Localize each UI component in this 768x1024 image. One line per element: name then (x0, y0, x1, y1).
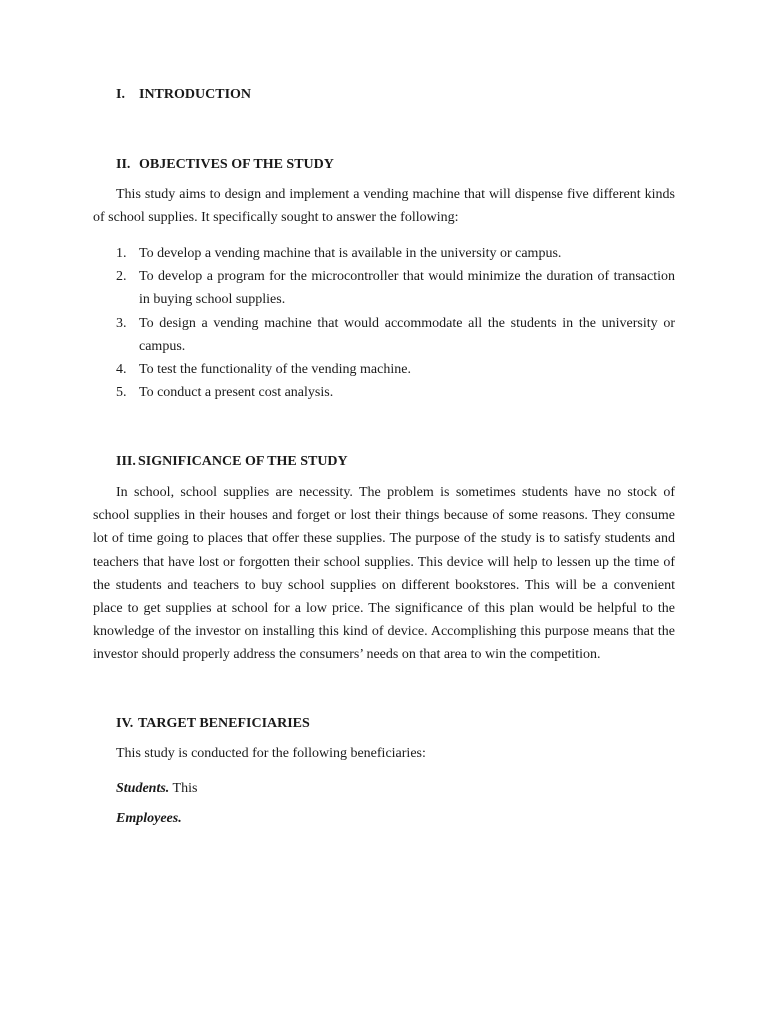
beneficiary-employees (116, 811, 182, 827)
list-item (116, 242, 675, 265)
list-marker: 4. (116, 362, 127, 378)
list-item (116, 358, 675, 381)
list-marker: 2. (116, 269, 127, 285)
list-item-text: To develop a program for the microcontroller that would minimize the duration of transaction in buying school supplies. (139, 269, 675, 308)
section-heading-significance (116, 454, 348, 470)
section-heading-beneficiaries (116, 716, 310, 732)
significance-paragraph: In school, school supplies are necessity. The problem is sometimes students have no stock of school supplies in their houses and forget or lost their things because of some reasons. They consume lot of time going to places that offer these supplies. The purpose of the study is to satisfy students and teachers that have lost or forgotten their school supplies. This device will help to lessen up the time of the students and teachers to buy school supplies on different bookstores. This will be a convenient place to get supplies at school for a low price. The significance of this plan would be helpful to the knowledge of the investor on installing this kind of device. Accomplishing this purpose means that the investor should properly address the consumers’ needs on that area to win the competition. (93, 485, 675, 663)
list-item (116, 265, 675, 311)
beneficiary-text: This (169, 781, 198, 796)
list-item (116, 381, 675, 404)
section-heading-objectives (116, 157, 334, 173)
list-item (116, 312, 675, 358)
list-item-text: To test the functionality of the vending machine. (139, 362, 411, 378)
section-title: TARGET BENEFICIARIES (138, 716, 310, 731)
beneficiaries-intro: This study is conducted for the following beneficiaries: (116, 746, 426, 761)
beneficiary-label: Employees. (116, 811, 182, 826)
section-title: SIGNIFICANCE OF THE STUDY (138, 454, 348, 469)
beneficiary-label: Students. (116, 781, 170, 796)
section-number: I. (116, 87, 125, 102)
section-title: INTRODUCTION (139, 87, 252, 102)
list-marker: 3. (116, 315, 127, 331)
beneficiary-students (116, 781, 197, 797)
section-heading-introduction (116, 87, 251, 103)
list-marker: 5. (116, 385, 127, 401)
section-number: III. (116, 454, 136, 469)
section-number: IV. (116, 716, 134, 731)
list-marker: 1. (116, 246, 127, 261)
section-title: OBJECTIVES OF THE STUDY (139, 157, 334, 172)
objectives-paragraph: This study aims to design and implement a vending machine that will dispense five different kinds of school supplies. It specifically sought to answer the following: (93, 187, 675, 226)
section-number: II. (116, 157, 131, 172)
list-item-text: To develop a vending machine that is available in the university or campus. (139, 246, 562, 261)
list-item-text: To design a vending machine that would accommodate all the students in the university or campus. (139, 315, 675, 354)
objectives-list (116, 242, 675, 404)
list-item-text: To conduct a present cost analysis. (139, 385, 334, 401)
